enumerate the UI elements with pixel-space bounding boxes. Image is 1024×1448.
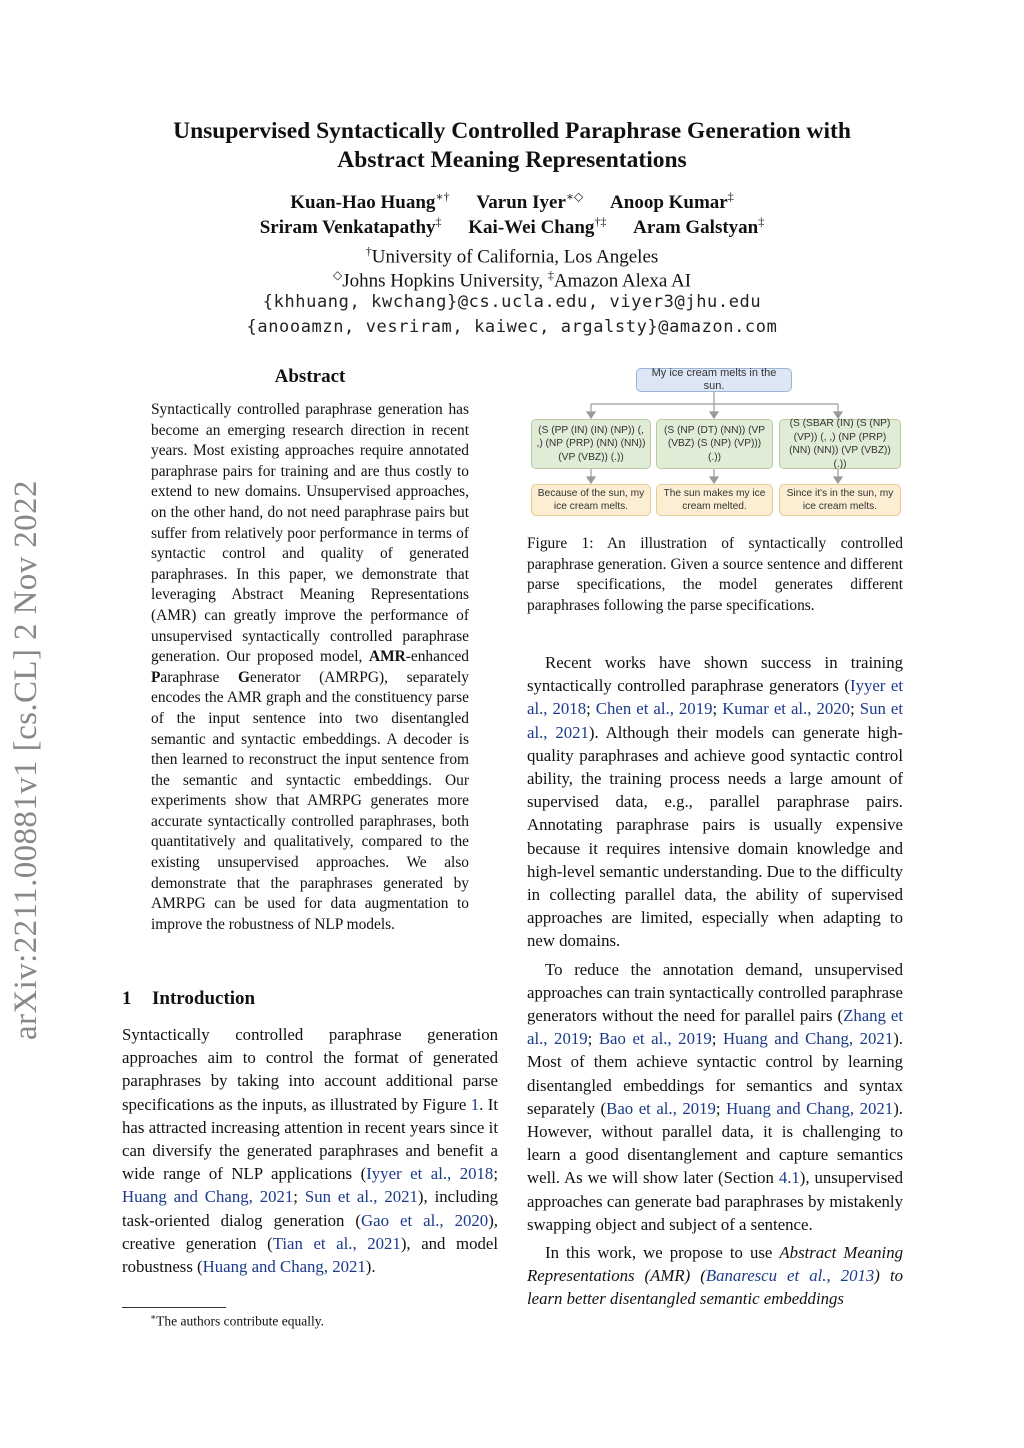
author: Kai-Wei Chang†‡ <box>468 215 607 239</box>
abstract-text: Syntactically controlled paraphrase generation has become an emerging research direction in recent years. Most existing approaches require annotated paraphrase pairs for training and are thus costly to extend to new domains. Unsupervised approaches, on the other hand, do not need paraphrase pairs but suffer from relatively poor performance in terms of syntactic control and quality of generated paraphrases. In this paper, we demonstrate that leveraging Abstract Meaning Representations (AMR) can greatly improve the performance of unsupervised syntactically controlled paraphrase generation. Our proposed model, AMR-enhanced Paraphrase Generator (AMRPG), separately encodes the AMR graph and the constituency parse of the input sentence into two disentangled semantic and syntactic embeddings. A decoder is then learned to reconstruct the input sentence from the semantic and syntactic embeddings. Our experiments show that AMRPG generates more accurate syntactically controlled paraphrases, both quantitatively and qualitatively, compared to the existing unsupervised approaches. We also demonstrate that the paraphrases generated by AMRPG can be used for data augmentation to improve the robustness of NLP models. <box>151 401 470 933</box>
author: Aram Galstyan‡ <box>633 215 765 239</box>
author: Kuan-Hao Huang∗† <box>290 190 450 214</box>
citation-link[interactable]: Chen et al., 2019 <box>595 699 713 719</box>
paraphrase-box: The sun makes my ice cream melted. <box>656 484 773 516</box>
paragraph: Recent works have shown success in training syntactically controlled paraphrase generators (Iyyer et al., 2018; Chen et al., 2019; Kumar et al., 2020; Sun et al., 2021). Although their models can generate high-quality paraphrases and achieve good syntactic control ability, the training process needs a large amount of supervised data, e.g., parallel paraphrase pairs. Annotating paraphrase pairs is usually expensive because it requires intensive domain knowledge and high-level semantic understanding. Due to the difficulty in collecting parallel data, the ability of supervised approaches are limited, especially when adapting to new domains. <box>527 653 904 951</box>
citation-link[interactable]: Bao et al., 2019 <box>606 1098 716 1118</box>
citation-link[interactable]: Bao et al., 2019 <box>598 1029 712 1049</box>
author: Varun Iyer∗◇ <box>476 190 584 214</box>
abstract-heading: Abstract <box>274 366 346 387</box>
citation-link[interactable]: Huang and Chang, 2021 <box>722 1029 894 1049</box>
affiliation-line-2: ◇Johns Hopkins University, ‡Amazon Alexa AI <box>332 268 692 292</box>
parse-spec-box: (S (PP (IN) (IN) (NP)) (, ,) (NP (PRP) (NN) (NN)) (VP (VBZ)) (.)) <box>531 419 651 469</box>
intro-paragraph: Syntactically controlled paraphrase generation approaches aim to control the format of generated paraphrases by taking into account additional parse specifications as the inputs, as illustrated by Figure 1. It has attracted increasing attention in recent years since it can diversify the generated paraphrases and benefit a wide range of NLP applications (Iyyer et al., 2018; Huang and Chang, 2021; Sun et al., 2021), including task-oriented dialog generation (Gao et al., 2020), creative generation (Tian et al., 2021), and model robustness (Huang and Chang, 2021). <box>122 1025 498 1277</box>
arrow-head <box>834 477 842 483</box>
arrow-head <box>710 412 718 418</box>
source-sentence-box: My ice cream melts in the sun. <box>636 368 792 392</box>
citation-link[interactable]: Sun et al., 2021 <box>304 1187 418 1207</box>
paragraph: To reduce the annotation demand, unsupervised approaches can train syntactically controlled paraphrase generators without the need for parallel pairs (Zhang et al., 2019; Bao et al., 2019; Huang and Chang, 2021). Most of them achieve syntactic control by learning disentangled embeddings for semantics and syntax separately (Bao et al., 2019; Huang and Chang, 2021). However, without parallel data, it is challenging to learn a good disentanglement and capture semantics well. As we will show later (Section 4.1), unsupervised approaches can generate bad paraphrases by mistakenly swapping object and subject of a sentence. <box>527 959 904 1234</box>
arrow-head <box>710 477 718 483</box>
arrow-head <box>587 477 595 483</box>
footnote-rule <box>122 1307 226 1308</box>
arxiv-stamp: arXiv:2211.00881v1 [cs.CL] 2 Nov 2022 <box>8 480 44 1040</box>
paragraph: In this work, we propose to use Abstract Meaning Representations (AMR) (Banarescu et al., 2013) to learn better disentangled semantic embeddings <box>527 1243 903 1309</box>
arrow-head <box>587 412 595 418</box>
email-line-1: {khhuang, kwchang}@cs.ucla.edu, viyer3@jhu.edu <box>262 292 762 312</box>
right-column-text <box>527 651 903 1311</box>
author: Sriram Venkatapathy‡ <box>259 215 442 239</box>
author: Anoop Kumar‡ <box>610 190 734 214</box>
citation-link[interactable]: Sun et al., 2021 <box>527 699 904 742</box>
paraphrase-box: Since it's in the sun, my ice cream melts. <box>779 484 901 516</box>
citation-link[interactable]: Zhang et al., 2019 <box>527 1006 903 1049</box>
email-line-2: {anooamzn, vesriram, kaiwec, argalsty}@amazon.com <box>246 317 778 337</box>
citation-link[interactable]: Kumar et al., 2020 <box>722 699 851 719</box>
parse-spec-box: (S (SBAR (IN) (S (NP) (VP)) (, ,) (NP (PRP) (NN) (NN)) (VP (VBZ)) (.)) <box>779 419 901 469</box>
paraphrase-box: Because of the sun, my ice cream melts. <box>531 484 651 516</box>
citation-link[interactable]: Banarescu et al., 2013 <box>705 1266 875 1286</box>
title-line-1: Unsupervised Syntactically Controlled Paraphrase Generation with <box>173 118 851 144</box>
citation-link[interactable]: Huang and Chang, 2021 <box>122 1187 294 1207</box>
figure-caption: Figure 1: An illustration of syntactically controlled paraphrase generation. Given a source sentence and different parse specifications, the model generates different paraphrases following the parse specifications. <box>527 535 903 614</box>
citation-link[interactable]: Iyyer et al., 2018 <box>366 1164 494 1184</box>
citation-link[interactable]: Huang and Chang, 2021 <box>202 1257 366 1277</box>
citation-link[interactable]: Gao et al., 2020 <box>361 1210 489 1230</box>
citation-link[interactable]: Tian et al., 2021 <box>272 1233 401 1253</box>
footnote: ∗The authors contribute equally. <box>150 1312 324 1329</box>
section-heading-introduction: 1 Introduction <box>122 988 256 1009</box>
parse-spec-box: (S (NP (DT) (NN)) (VP (VBZ) (S (NP) (VP))) (.)) <box>656 419 773 469</box>
title-line-2: Abstract Meaning Representations <box>337 147 687 173</box>
citation-link[interactable]: Iyyer et al., 2018 <box>527 676 903 719</box>
citation-link[interactable]: Huang and Chang, 2021 <box>726 1098 894 1118</box>
affiliation-line-1: †University of California, Los Angeles <box>365 244 659 268</box>
figure-ref-link[interactable]: 1 <box>470 1094 480 1114</box>
section-ref-link[interactable]: 4.1 <box>778 1168 800 1188</box>
